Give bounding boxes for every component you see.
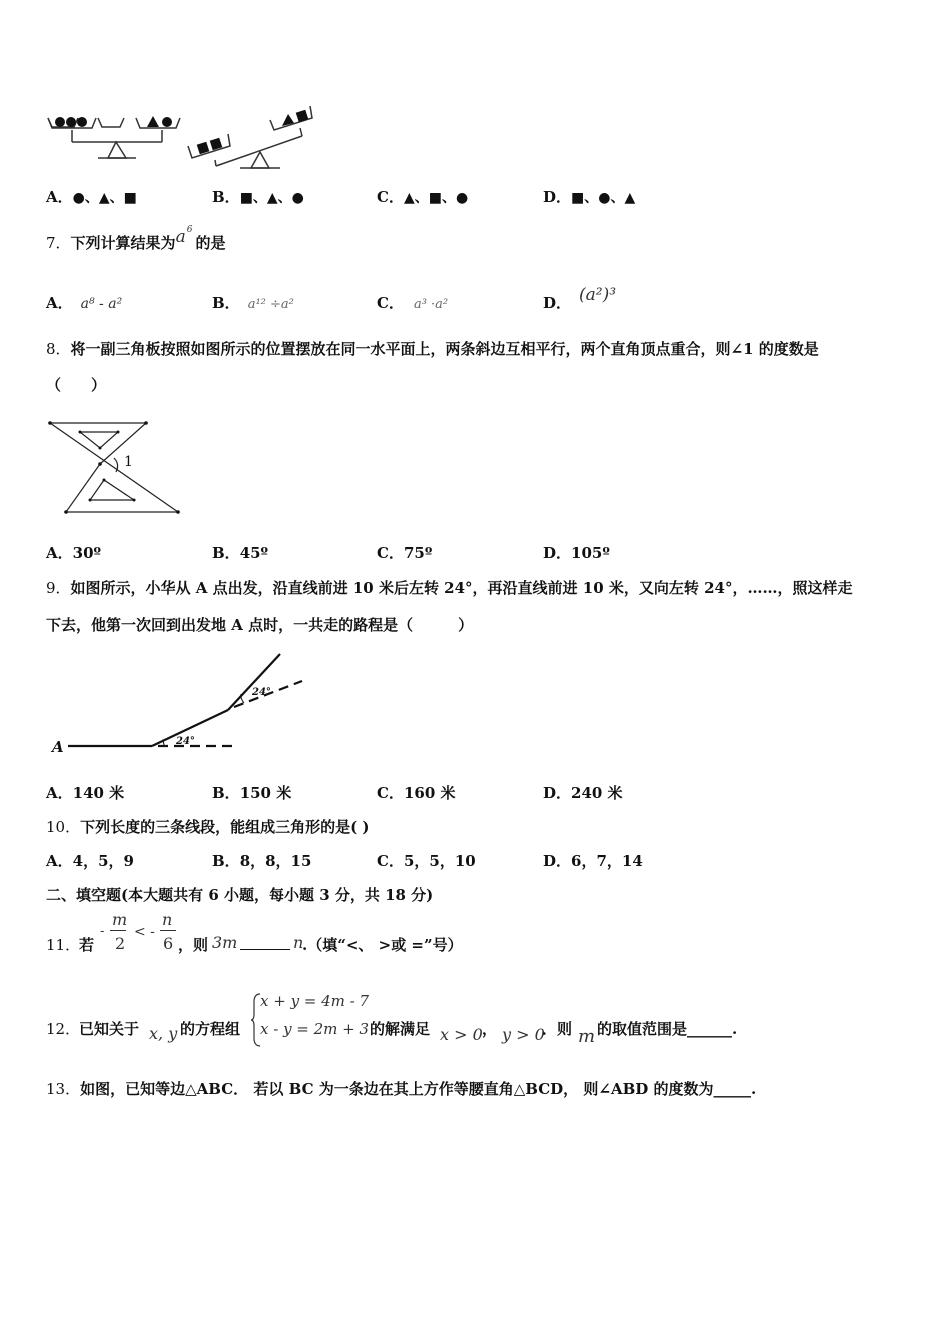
- stem-text: 如图，已知等边△ABC． 若以 BC 为一条边在其上方作等腰直角△BCD， 则∠ABD 的度数为_____.: [80, 1080, 757, 1098]
- circle-icon: [162, 117, 172, 127]
- triangle-rulers-figure: [44, 418, 189, 518]
- option-text: 45º: [239, 544, 269, 562]
- stem-text: 下列长度的三条线段，能组成三角形的是( ): [80, 818, 370, 836]
- comma: ，: [482, 1020, 498, 1038]
- option-math: a³ ·a²: [413, 297, 449, 312]
- q9-option-c: [377, 782, 456, 803]
- q10-stem: [46, 816, 370, 837]
- q12: [46, 988, 826, 1058]
- q6-option-a: [46, 186, 137, 207]
- question-number: 8．: [46, 340, 71, 358]
- option-text: 150 米: [239, 784, 292, 802]
- stem-text: 的是: [195, 234, 226, 252]
- q10-option-d: [543, 850, 643, 871]
- frac1-num: m: [112, 910, 128, 929]
- q9-option-b: [212, 782, 291, 803]
- option-label: B．: [212, 852, 240, 870]
- condition-2: y > 0: [502, 1025, 545, 1044]
- q9-option-d: [543, 782, 623, 803]
- option-text: 8，8，15: [239, 852, 312, 870]
- option-label: D．: [543, 784, 572, 802]
- q13-stem: [46, 1078, 756, 1099]
- q6-option-b: [212, 186, 304, 207]
- balance-scales-figure: [40, 100, 340, 180]
- angle-1-label: 1: [124, 454, 133, 470]
- option-text: 160 米: [403, 784, 456, 802]
- stem-text: （ ）: [46, 376, 107, 394]
- option-text: 75º: [403, 544, 433, 562]
- stem-text: 下去，他第一次回到出发地 A 点时，一共走的路程是（ ）: [46, 616, 474, 634]
- option-label: D．: [543, 294, 572, 312]
- answer-blank[interactable]: [240, 934, 290, 950]
- equation-2: x - y = 2m + 3: [260, 1020, 370, 1038]
- stem-text: 已知关于: [79, 1020, 140, 1038]
- option-text: ▲、■、●: [403, 190, 469, 206]
- frac1-den: 2: [115, 934, 126, 953]
- equation-1: x + y = 4m - 7: [260, 992, 370, 1010]
- q9-stem-line2: [46, 614, 473, 635]
- frac1-bar: [110, 930, 126, 931]
- q7-option-c: [377, 292, 448, 313]
- q6-option-d: [543, 186, 635, 207]
- option-text: 4，5，9: [72, 852, 134, 870]
- q9-stem-line1: [46, 577, 852, 598]
- option-label: A．: [46, 544, 73, 562]
- frac2-bar: [160, 930, 176, 931]
- q8-option-b: [212, 542, 268, 563]
- q10-option-a: [46, 850, 134, 871]
- stem-text: 如图所示，小华从 A 点出发，沿直线前进 10 米后左转 24°，再沿直线前进 10 米，又向左转 24°，……，照这样走: [70, 579, 853, 597]
- option-label: B．: [212, 294, 240, 312]
- section-heading-text: 二、填空题(本大题共有 6 小题，每小题 3 分，共 18 分): [46, 886, 434, 904]
- option-label: D．: [543, 188, 572, 206]
- q11: [46, 908, 546, 960]
- q7-option-b: [212, 292, 294, 313]
- question-number: 7．: [46, 234, 71, 252]
- option-text: ●、▲、■: [72, 190, 137, 206]
- m-var: m: [578, 1026, 596, 1047]
- option-text: 5，5，10: [403, 852, 476, 870]
- option-label: C．: [377, 784, 404, 802]
- circle-icon: [66, 117, 76, 127]
- option-label: B．: [212, 544, 240, 562]
- expr-base: a: [175, 227, 186, 247]
- q7-stem: [46, 225, 226, 253]
- option-text: ■、●、▲: [571, 190, 636, 206]
- q8-option-c: [377, 542, 432, 563]
- if-text: 若: [79, 936, 95, 954]
- then-text: ，则: [178, 936, 209, 954]
- scale-right: [188, 106, 312, 168]
- condition-1: x > 0: [440, 1025, 483, 1044]
- minus-sign: -: [100, 924, 105, 939]
- q10-option-b: [212, 850, 311, 871]
- stem-text: ．则: [542, 1020, 573, 1038]
- frac2-den: 6: [163, 934, 174, 953]
- stem-text: 的解满足: [370, 1020, 431, 1038]
- option-label: A．: [46, 294, 73, 312]
- question-number: 13．: [46, 1080, 81, 1098]
- frac2-num: n: [162, 910, 173, 929]
- circle-icon: [77, 117, 87, 127]
- option-label: D．: [543, 544, 572, 562]
- ineq-sign: < -: [134, 924, 155, 940]
- q8-stem-line2: [46, 374, 106, 395]
- q8-stem-line1: [46, 338, 819, 359]
- scale-left: [48, 118, 162, 158]
- q7-option-d: [543, 285, 617, 313]
- option-label: C．: [377, 188, 404, 206]
- option-label: C．: [377, 544, 404, 562]
- question-number: 11．: [46, 936, 81, 954]
- circle-icon: [55, 117, 65, 127]
- option-math: (a²)³: [579, 285, 617, 305]
- q9-option-a: [46, 782, 124, 803]
- hint-text: .（填“<、 >或 =”号）: [302, 936, 463, 954]
- option-text: 30º: [72, 544, 102, 562]
- option-text: 105º: [571, 544, 610, 562]
- option-label: C．: [377, 852, 404, 870]
- angle-label-1: 24°: [176, 736, 195, 747]
- stem-text: 将一副三角板按照如图所示的位置摆放在同一水平面上，两条斜边互相平行，两个直角顶点重合，则∠1 的度数是: [70, 340, 819, 358]
- angle-label-2: 24°: [252, 687, 271, 698]
- option-label: D．: [543, 852, 572, 870]
- option-label: B．: [212, 188, 240, 206]
- stem-text-with-blank: 的取值范围是______.: [597, 1020, 738, 1038]
- question-number: 12．: [46, 1020, 81, 1038]
- option-label: A．: [46, 852, 73, 870]
- rhs-expr: n: [293, 933, 304, 952]
- stem-text: 下列计算结果为: [70, 234, 176, 252]
- option-label: A．: [46, 784, 73, 802]
- point-a-label: A: [52, 738, 64, 756]
- option-label: C．: [377, 294, 404, 312]
- q8-option-a: [46, 542, 101, 563]
- q6-option-c: [377, 186, 468, 207]
- option-text: 6，7，14: [571, 852, 643, 870]
- q10-option-c: [377, 850, 476, 871]
- option-label: A．: [46, 188, 73, 206]
- q8-option-d: [543, 542, 610, 563]
- question-number: 10．: [46, 818, 81, 836]
- vars-text: x, y: [149, 1024, 178, 1043]
- option-text: 240 米: [571, 784, 623, 802]
- option-math: a¹² ÷a²: [247, 297, 294, 312]
- stem-text: 的方程组: [180, 1020, 241, 1038]
- option-text: 140 米: [72, 784, 125, 802]
- walking-path-figure: [48, 648, 308, 760]
- expr-exp: 6: [186, 225, 193, 235]
- option-label: B．: [212, 784, 240, 802]
- lhs-expr: 3m: [212, 933, 238, 952]
- triangle-icon: [147, 116, 159, 127]
- option-math: a⁸ - a²: [80, 296, 123, 312]
- q7-option-a: [46, 292, 122, 313]
- question-number: 9．: [46, 579, 71, 597]
- option-text: ■、▲、●: [239, 190, 304, 206]
- section-heading: [46, 884, 433, 905]
